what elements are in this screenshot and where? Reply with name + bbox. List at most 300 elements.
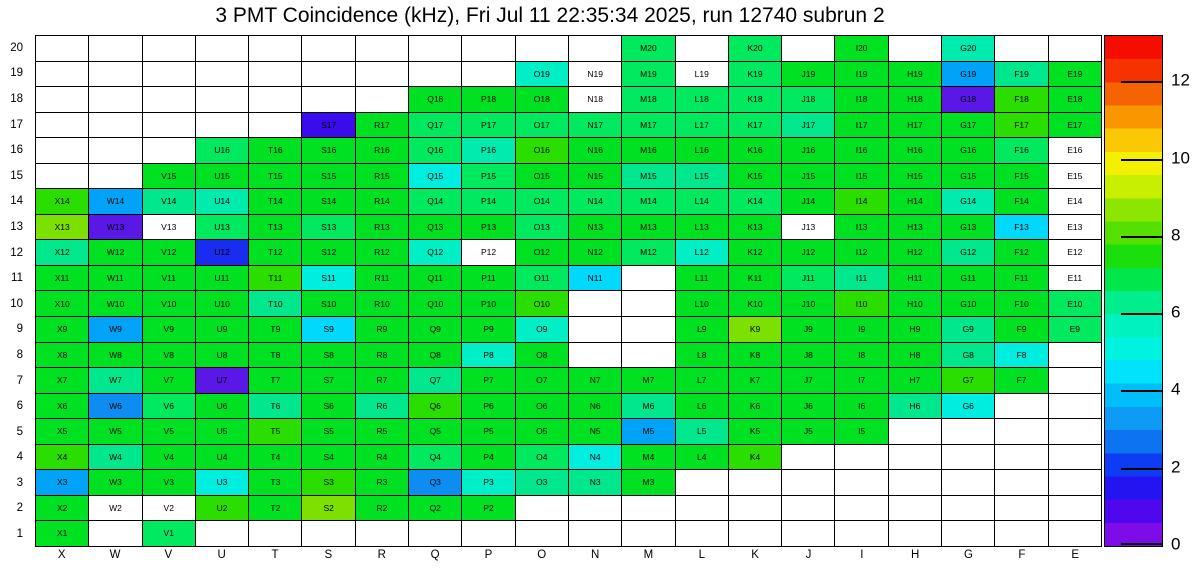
- heatmap-cell: [356, 62, 408, 87]
- heatmap-cell: P3: [462, 470, 514, 495]
- heatmap-cell: [1049, 343, 1101, 368]
- y-axis-tick-label: 7: [16, 374, 23, 387]
- colorbar-tick-label: 6: [1171, 302, 1181, 322]
- heatmap-cell: W2: [89, 496, 141, 521]
- heatmap-cell: M16: [622, 138, 674, 163]
- heatmap-cell: [196, 62, 248, 87]
- heatmap-cell: [36, 164, 88, 189]
- heatmap-cell: M6: [622, 394, 674, 419]
- heatmap-cell: G19: [942, 62, 994, 87]
- heatmap-cell: R11: [356, 266, 408, 291]
- y-axis-tick-label: 11: [11, 272, 23, 285]
- heatmap-cell: I5: [835, 419, 887, 444]
- heatmap-cell: [995, 496, 1047, 521]
- heatmap-cell: Q2: [409, 496, 461, 521]
- heatmap-cell: G9: [942, 317, 994, 342]
- heatmap-cell: E12: [1049, 240, 1101, 265]
- heatmap-cell: T2: [249, 496, 301, 521]
- heatmap-cell: [889, 521, 941, 546]
- heatmap-cell: [516, 496, 568, 521]
- heatmap-cell: V7: [143, 368, 195, 393]
- heatmap-cell: J10: [782, 291, 834, 316]
- heatmap-cell: U14: [196, 189, 248, 214]
- heatmap-cell: U10: [196, 291, 248, 316]
- x-axis-tick-label: W: [109, 549, 121, 561]
- heatmap-cell: G16: [942, 138, 994, 163]
- heatmap-cell: [995, 36, 1047, 61]
- heatmap-cell: O5: [516, 419, 568, 444]
- heatmap-cell: F9: [995, 317, 1047, 342]
- heatmap-cell: I13: [835, 215, 887, 240]
- heatmap-cell: I18: [835, 87, 887, 112]
- heatmap-cell: [249, 113, 301, 138]
- heatmap-cell: T10: [249, 291, 301, 316]
- heatmap-cell: W10: [89, 291, 141, 316]
- heatmap-cell: J13: [782, 215, 834, 240]
- heatmap-cell: M12: [622, 240, 674, 265]
- heatmap-cell: G10: [942, 291, 994, 316]
- heatmap-cell: K17: [729, 113, 781, 138]
- y-axis-tick-label: 20: [10, 41, 23, 54]
- heatmap-cell: H13: [889, 215, 941, 240]
- heatmap-cell: [302, 62, 354, 87]
- heatmap-cell: L15: [676, 164, 728, 189]
- heatmap-cell: V1: [143, 521, 195, 546]
- heatmap-cell: G18: [942, 87, 994, 112]
- heatmap-cell: P7: [462, 368, 514, 393]
- heatmap-cell: E19: [1049, 62, 1101, 87]
- heatmap-cell: [995, 445, 1047, 470]
- heatmap-cell: T8: [249, 343, 301, 368]
- heatmap-cell: I14: [835, 189, 887, 214]
- heatmap-cell: W11: [89, 266, 141, 291]
- heatmap-cell: X1: [36, 521, 88, 546]
- heatmap-cell: M7: [622, 368, 674, 393]
- heatmap-cell: [89, 62, 141, 87]
- heatmap-cell: O16: [516, 138, 568, 163]
- y-axis-tick-label: 6: [16, 400, 23, 413]
- heatmap-cell: S13: [302, 215, 354, 240]
- heatmap-cell: S4: [302, 445, 354, 470]
- heatmap-cell: F12: [995, 240, 1047, 265]
- heatmap-cell: U8: [196, 343, 248, 368]
- heatmap-cell: X7: [36, 368, 88, 393]
- heatmap-cell: X5: [36, 419, 88, 444]
- heatmap-cell: [622, 291, 674, 316]
- x-axis-tick-label: U: [217, 549, 226, 561]
- heatmap-cell: R10: [356, 291, 408, 316]
- heatmap-cell: H8: [889, 343, 941, 368]
- x-axis-tick-label: S: [324, 549, 333, 561]
- heatmap-cell: H11: [889, 266, 941, 291]
- x-axis-tick-label: L: [698, 549, 705, 561]
- heatmap-cell: H18: [889, 87, 941, 112]
- heatmap-cell: T13: [249, 215, 301, 240]
- heatmap-cell: F14: [995, 189, 1047, 214]
- heatmap-cell: R12: [356, 240, 408, 265]
- heatmap-cell: G11: [942, 266, 994, 291]
- heatmap-cell: L6: [676, 394, 728, 419]
- heatmap-cell: J11: [782, 266, 834, 291]
- heatmap-cell: X12: [36, 240, 88, 265]
- heatmap-cell: U6: [196, 394, 248, 419]
- y-axis-tick-label: 8: [16, 348, 23, 361]
- heatmap-cell: O3: [516, 470, 568, 495]
- heatmap-cell: I17: [835, 113, 887, 138]
- heatmap-cell: P9: [462, 317, 514, 342]
- heatmap-cell: S11: [302, 266, 354, 291]
- colorbar-tick-mark: [1121, 81, 1162, 83]
- heatmap-cell: O4: [516, 445, 568, 470]
- heatmap-cell: [462, 521, 514, 546]
- y-axis-tick-label: 14: [10, 195, 23, 208]
- heatmap-cell: T4: [249, 445, 301, 470]
- heatmap-cell: G17: [942, 113, 994, 138]
- heatmap-cell: [143, 62, 195, 87]
- heatmap-cell: V9: [143, 317, 195, 342]
- heatmap-cell: N13: [569, 215, 621, 240]
- heatmap-cell: Q14: [409, 189, 461, 214]
- heatmap-cell: [89, 521, 141, 546]
- heatmap-cell: M5: [622, 419, 674, 444]
- heatmap-cell: V6: [143, 394, 195, 419]
- colorbar-tick-mark: [1121, 159, 1162, 161]
- heatmap-cell: N19: [569, 62, 621, 87]
- heatmap-cell: R7: [356, 368, 408, 393]
- heatmap-cell: O7: [516, 368, 568, 393]
- heatmap-cell: E11: [1049, 266, 1101, 291]
- heatmap-cell: [782, 36, 834, 61]
- heatmap-cell: S6: [302, 394, 354, 419]
- heatmap-cell: [782, 445, 834, 470]
- heatmap-cell: Q18: [409, 87, 461, 112]
- heatmap-cell: V2: [143, 496, 195, 521]
- heatmap-cell: H7: [889, 368, 941, 393]
- heatmap-cell: P14: [462, 189, 514, 214]
- heatmap-cell: [622, 317, 674, 342]
- heatmap-cell: S12: [302, 240, 354, 265]
- heatmap-cell: G13: [942, 215, 994, 240]
- heatmap-cell: F11: [995, 266, 1047, 291]
- heatmap-cell: U3: [196, 470, 248, 495]
- heatmap-cell: [942, 419, 994, 444]
- heatmap-cell: P17: [462, 113, 514, 138]
- heatmap-cell: F19: [995, 62, 1047, 87]
- heatmap-cell: W14: [89, 189, 141, 214]
- heatmap-cell: [942, 445, 994, 470]
- heatmap-cell: K9: [729, 317, 781, 342]
- heatmap-cell: [1049, 496, 1101, 521]
- heatmap-cell: S14: [302, 189, 354, 214]
- heatmap-cell: [409, 36, 461, 61]
- heatmap-cell: [196, 87, 248, 112]
- heatmap-cell: O17: [516, 113, 568, 138]
- heatmap-cell: [782, 470, 834, 495]
- heatmap-cell: O6: [516, 394, 568, 419]
- heatmap-cell: [516, 36, 568, 61]
- heatmap-cell: I15: [835, 164, 887, 189]
- heatmap-cell: S9: [302, 317, 354, 342]
- heatmap-cell: [302, 36, 354, 61]
- heatmap-cell: Q6: [409, 394, 461, 419]
- heatmap-cell: K11: [729, 266, 781, 291]
- colorbar-gradient: [1104, 35, 1163, 547]
- heatmap-cell: G6: [942, 394, 994, 419]
- heatmap-cell: Q16: [409, 138, 461, 163]
- heatmap-cell: Q7: [409, 368, 461, 393]
- heatmap-cell: R14: [356, 189, 408, 214]
- heatmap-cell: K10: [729, 291, 781, 316]
- heatmap-cell: E10: [1049, 291, 1101, 316]
- heatmap-cell: I16: [835, 138, 887, 163]
- heatmap-cell: [1049, 445, 1101, 470]
- heatmap-cell: V5: [143, 419, 195, 444]
- heatmap-cell: [622, 266, 674, 291]
- colorbar-tick-mark: [1121, 543, 1162, 545]
- heatmap-cell: X10: [36, 291, 88, 316]
- heatmap-cell: [143, 36, 195, 61]
- heatmap-cell: U9: [196, 317, 248, 342]
- heatmap-cell: L18: [676, 87, 728, 112]
- heatmap-cell: J12: [782, 240, 834, 265]
- heatmap-cell: N3: [569, 470, 621, 495]
- heatmap-cell: P6: [462, 394, 514, 419]
- heatmap-cell: E16: [1049, 138, 1101, 163]
- heatmap-cell: W3: [89, 470, 141, 495]
- heatmap-cell: L8: [676, 343, 728, 368]
- heatmap-cell: L5: [676, 419, 728, 444]
- heatmap-cell: O12: [516, 240, 568, 265]
- x-axis-tick-label: V: [164, 549, 173, 561]
- heatmap-cell: M14: [622, 189, 674, 214]
- heatmap-cell: K5: [729, 419, 781, 444]
- x-axis-tick-label: O: [537, 549, 547, 561]
- heatmap-cell: [729, 470, 781, 495]
- heatmap-cell: [622, 496, 674, 521]
- heatmap-cell: T12: [249, 240, 301, 265]
- heatmap-cell: L4: [676, 445, 728, 470]
- heatmap-cell: L14: [676, 189, 728, 214]
- x-axis-tick-label: K: [751, 549, 759, 561]
- colorbar-tick-mark: [1121, 313, 1162, 315]
- heatmap-cell: R4: [356, 445, 408, 470]
- heatmap-cell: [89, 36, 141, 61]
- heatmap-cell: Q3: [409, 470, 461, 495]
- colorbar-tick-mark: [1121, 390, 1162, 392]
- heatmap-cell: J14: [782, 189, 834, 214]
- x-axis-tick-label: X: [57, 549, 66, 561]
- heatmap-cell: J7: [782, 368, 834, 393]
- heatmap-cell: P13: [462, 215, 514, 240]
- heatmap-cell: [143, 138, 195, 163]
- heatmap-cell: G12: [942, 240, 994, 265]
- heatmap-cell: X3: [36, 470, 88, 495]
- heatmap-cell: O14: [516, 189, 568, 214]
- heatmap-cell: [942, 521, 994, 546]
- heatmap-cell: W13: [89, 215, 141, 240]
- x-axis-tick-label: T: [271, 549, 279, 561]
- heatmap-cell: [89, 87, 141, 112]
- heatmap-cell: X8: [36, 343, 88, 368]
- heatmap-cell: F15: [995, 164, 1047, 189]
- heatmap-cell: J9: [782, 317, 834, 342]
- heatmap-cell: [249, 62, 301, 87]
- heatmap-cell: Q15: [409, 164, 461, 189]
- x-axis-tick-label: Q: [430, 549, 440, 561]
- heatmap-cell: H17: [889, 113, 941, 138]
- heatmap-cell: K4: [729, 445, 781, 470]
- heatmap-cell: [89, 138, 141, 163]
- heatmap-cell: [462, 36, 514, 61]
- heatmap-cell: X13: [36, 215, 88, 240]
- heatmap-cell: [729, 496, 781, 521]
- colorbar-tick-label: 8: [1171, 225, 1181, 245]
- heatmap-cell: T3: [249, 470, 301, 495]
- y-axis-tick-label: 9: [16, 323, 23, 336]
- heatmap-cell: [89, 164, 141, 189]
- heatmap-cell: I7: [835, 368, 887, 393]
- heatmap-cell: I11: [835, 266, 887, 291]
- heatmap-cell: W6: [89, 394, 141, 419]
- x-axis-tick-label: J: [805, 549, 812, 561]
- heatmap-cell: R5: [356, 419, 408, 444]
- heatmap-cell: L12: [676, 240, 728, 265]
- heatmap-cell: S3: [302, 470, 354, 495]
- heatmap-cell: E15: [1049, 164, 1101, 189]
- y-axis-tick-label: 3: [16, 476, 23, 489]
- heatmap-cell: M13: [622, 215, 674, 240]
- heatmap-cell: [569, 317, 621, 342]
- colorbar: [1104, 35, 1196, 554]
- heatmap-cell: Q4: [409, 445, 461, 470]
- heatmap-cell: R15: [356, 164, 408, 189]
- heatmap-cell: [249, 521, 301, 546]
- heatmap-cell: V12: [143, 240, 195, 265]
- heatmap-cell: E18: [1049, 87, 1101, 112]
- heatmap-cell: [36, 36, 88, 61]
- y-axis-tick-label: 18: [10, 92, 23, 105]
- heatmap-cell: [889, 419, 941, 444]
- colorbar-tick-label: 10: [1171, 148, 1190, 168]
- x-axis-tick-label: G: [964, 549, 973, 561]
- heatmap-cell: [1049, 521, 1101, 546]
- heatmap-cell: [676, 470, 728, 495]
- heatmap-cell: L17: [676, 113, 728, 138]
- heatmap-cell: [676, 496, 728, 521]
- x-axis-tick-label: R: [377, 549, 386, 561]
- heatmap-cell: K6: [729, 394, 781, 419]
- heatmap-cell: U2: [196, 496, 248, 521]
- heatmap-cell: N16: [569, 138, 621, 163]
- chart-title: 3 PMT Coincidence (kHz), Fri Jul 11 22:35:34 2025, run 12740 subrun 2: [215, 4, 885, 27]
- heatmap-cell: W7: [89, 368, 141, 393]
- heatmap-cell: L7: [676, 368, 728, 393]
- heatmap-cell: [196, 36, 248, 61]
- heatmap-cell: N15: [569, 164, 621, 189]
- heatmap-cell: [569, 291, 621, 316]
- heatmap-cell: T16: [249, 138, 301, 163]
- heatmap-cell: [622, 521, 674, 546]
- heatmap-cell: U11: [196, 266, 248, 291]
- heatmap-cell: [36, 113, 88, 138]
- heatmap-cell: [302, 87, 354, 112]
- colorbar-tick-mark: [1121, 468, 1162, 470]
- heatmap-cell: T15: [249, 164, 301, 189]
- x-axis-tick-label: E: [1071, 549, 1080, 561]
- heatmap-cell: N7: [569, 368, 621, 393]
- heatmap-cell: T5: [249, 419, 301, 444]
- heatmap-cell: V15: [143, 164, 195, 189]
- heatmap-cell: [36, 62, 88, 87]
- heatmap-cell: O15: [516, 164, 568, 189]
- heatmap-cell: [889, 496, 941, 521]
- heatmap-cell: T9: [249, 317, 301, 342]
- heatmap-cell: [302, 521, 354, 546]
- y-axis-tick-label: 2: [16, 502, 23, 515]
- heatmap-cell: L10: [676, 291, 728, 316]
- heatmap-cell: I20: [835, 36, 887, 61]
- heatmap-cell: [835, 521, 887, 546]
- heatmap-cell: J5: [782, 419, 834, 444]
- heatmap-cell: [569, 496, 621, 521]
- heatmap-cell: L16: [676, 138, 728, 163]
- heatmap-cell: [995, 521, 1047, 546]
- heatmap-cell: P16: [462, 138, 514, 163]
- heatmap-cell: [995, 470, 1047, 495]
- heatmap-cell: K7: [729, 368, 781, 393]
- heatmap-cell: S16: [302, 138, 354, 163]
- heatmap-cell: S2: [302, 496, 354, 521]
- heatmap-cell: S8: [302, 343, 354, 368]
- y-axis-tick-label: 5: [16, 425, 23, 438]
- heatmap-cell: U5: [196, 419, 248, 444]
- heatmap-cell: U4: [196, 445, 248, 470]
- heatmap-cell: I8: [835, 343, 887, 368]
- heatmap-cell: F10: [995, 291, 1047, 316]
- heatmap-cell: [782, 496, 834, 521]
- heatmap-cell: G20: [942, 36, 994, 61]
- heatmap-cell: S10: [302, 291, 354, 316]
- heatmap-cell: [516, 521, 568, 546]
- heatmap-cell: I6: [835, 394, 887, 419]
- heatmap-cell: [835, 445, 887, 470]
- heatmap-cell: N11: [569, 266, 621, 291]
- heatmap-cell: F17: [995, 113, 1047, 138]
- heatmap-cell: O11: [516, 266, 568, 291]
- heatmap-cell: Q12: [409, 240, 461, 265]
- heatmap-cell: Q17: [409, 113, 461, 138]
- heatmap-cell: O13: [516, 215, 568, 240]
- heatmap-cell: P10: [462, 291, 514, 316]
- heatmap-cell: P5: [462, 419, 514, 444]
- heatmap-cell: [889, 445, 941, 470]
- heatmap-cell: G14: [942, 189, 994, 214]
- heatmap-cell: H19: [889, 62, 941, 87]
- heatmap-cell: [409, 521, 461, 546]
- heatmap-cell: R17: [356, 113, 408, 138]
- heatmap-cell: O19: [516, 62, 568, 87]
- heatmap-cell: K20: [729, 36, 781, 61]
- heatmap-cell: W12: [89, 240, 141, 265]
- y-axis-tick-label: 15: [10, 169, 23, 182]
- heatmap-cell: N4: [569, 445, 621, 470]
- heatmap-cell: I10: [835, 291, 887, 316]
- heatmap-cell: V8: [143, 343, 195, 368]
- heatmap-cell: Q9: [409, 317, 461, 342]
- heatmap-cell: K14: [729, 189, 781, 214]
- heatmap-cell: K12: [729, 240, 781, 265]
- heatmap-cell: U16: [196, 138, 248, 163]
